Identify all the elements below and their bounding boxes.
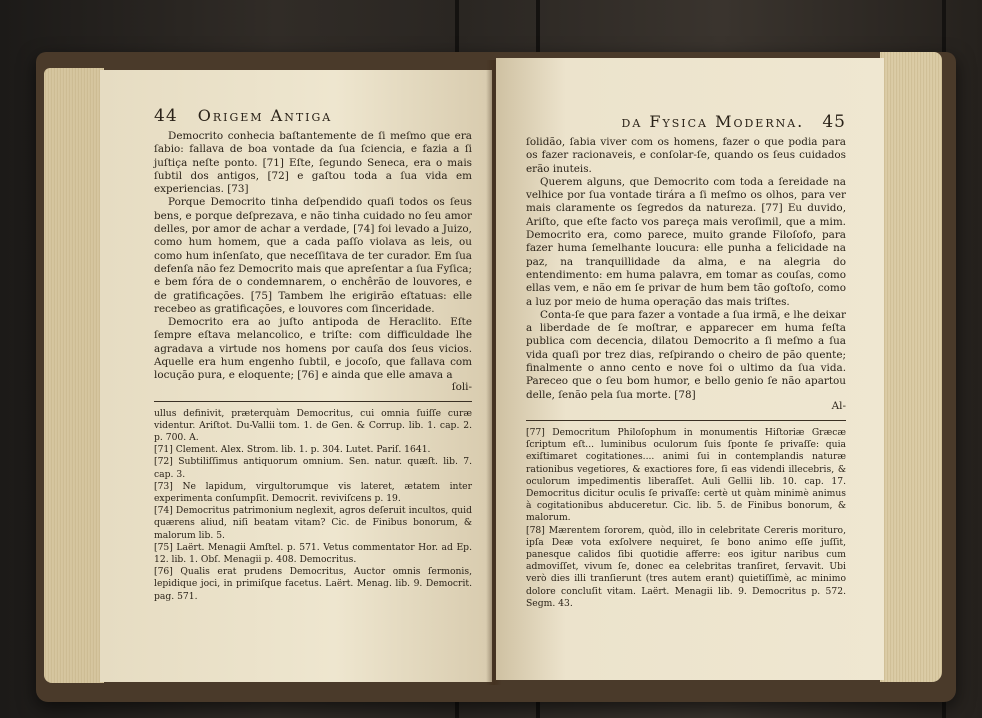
- running-title: Origem Antiga: [197, 106, 333, 125]
- left-body-text: [154, 130, 472, 383]
- footnote: [77] Democritum Philoſophum in monumentis Hiſtoriæ Græcæ ſcriptum eſt... luminibus oculorum ſuis ſponte ſe privaſſe: quia exiſtimaret cogitationes.... animi ſui in contemplandis naturæ rationibus vegetiores, & exactiores fore, ſi eas videndi illecebris, & oculorum impedimentis liberaſſet. Auli Gellii lib. 10. cap. 17. Democritus dicitur oculis ſe privaſſe: certè ut quàm minimè animus à cogitationibus abduceretur. Cic. lib. 5. de Finibus bonorum, & malorum.: [526, 426, 846, 524]
- left-page: [100, 70, 492, 682]
- paragraph: ſolidão, ſabia viver com os homens, fazer o que podia para os fazer racionaveis, e conſolar-ſe, quando os ſeus cuidados erão inuteis.: [526, 136, 846, 175]
- running-title: da Fysica Moderna.: [621, 112, 805, 131]
- catchword: Al-: [831, 399, 846, 412]
- right-running-header: [526, 112, 846, 132]
- left-running-header: [154, 106, 472, 126]
- right-body-text: [526, 136, 846, 402]
- paragraph: Querem alguns, que Democrito com toda a ſereidade na velhice por ſua vontade tirára a ſi meſmo os olhos, para ver mais claramente os ſegredos da natureza. [77] Eu duvido, Ariſto, que eſte facto vos pareça mais veroſimil, que a mim. Democrito era, como parece, muito grande Filoſofo, para fazer huma ſemelhante loucura: elle punha a felicidade na paz, na tranquillidade da alma, e na alegria do entendimento: em huma palavra, em tomar as couſas, como ellas vem, e não em ſe privar de hum bem tão goſtoſo, como a luz por meio de huma operação das mais triſtes.: [526, 175, 846, 308]
- right-footnotes: [526, 427, 846, 610]
- footnote: [73] Ne lapidum, virgultorumque vis lateret, ætatem inter experimenta conſumpſit. Democrit. reviviſcens p. 19.: [154, 480, 472, 505]
- page-edges-right: [880, 52, 942, 682]
- paragraph: Democrito conhecia baſtantemente de ſi meſmo que era ſabio: fallava de boa vontade da ſua ſciencia, e fazia a ſi juſtiça neſte ponto. [71] Eſte, ſegundo Seneca, era o mais ſubtil dos antigos, [72] e gaſtou toda a ſua vida em experiencias. [73]: [154, 130, 472, 196]
- footnote: [76] Qualis erat prudens Democritus, Auctor omnis ſermonis, lepidique joci, in primiſque facetus. Laërt. Menag. lib. 9. Democrit. pag. 571.: [154, 566, 472, 602]
- catchword: ſoli-: [451, 380, 472, 393]
- page-number: 44: [154, 106, 178, 126]
- paragraph: Conta-ſe que para fazer a vontade a ſua irmã, e lhe deixar a liberdade de ſe moſtrar, e apparecer em huma feſta publica com decencia, dilatou Democrito a ſi meſmo a ſua vida quaſi por trez dias, reſpirando o cheiro de pão quente; finalmente o anno cento e nove foi o ultimo da ſua vida. Pareceo que o ſeu bom humor, e bello genio ſe não apartou delle, ſenão pela ſua morte. [78]: [526, 308, 846, 401]
- page-edges-left: [44, 68, 104, 683]
- footnote: [78] Mærentem ſororem, quòd, illo in celebritate Cereris morituro, ipſa Deæ vota exſolvere nequiret, ſe bono animo eſſe juſſit, panesque calidos ſibi quotidie afferre: eos igitur naribus cum admoviſſet, vivum ſe, donec ea celebritas tranſiret, ſervavit. Ubi verò dies illi tranſierunt (tres autem erant) quietiſſimè, ac minimo dolore concluſit vitam. Laërt. Menagii lib. 9. Democritus p. 572. Segm. 43.: [526, 524, 846, 609]
- footnote: [72] Subtiliſſimus antiquorum omnium. Sen. natur. quæſt. lib. 7. cap. 3.: [154, 456, 472, 480]
- footnote: [75] Laërt. Menagii Amſtel. p. 571. Vetus commentator Hor. ad Ep. 12. lib. 1. Obſ. Menagii p. 408. Democritus.: [154, 541, 472, 566]
- left-footnotes: [154, 408, 472, 603]
- paragraph: Porque Democrito tinha deſpendido quaſi todos os ſeus bens, e porque deſprezava, e não tinha cuidado no ſeu amor delles, por amor de achar a verdade, [74] foi levado a Juizo, como hum homem, que a cada paſſo violava as leis, ou como hum inſenſato, que neceſſitava de ter curador. Em ſua defenſa não fez Democrito mais que apreſentar a ſua Fyſica; e bem fóra de o condemnarem, o enchêrão de louvores, e de gratificações. [75] Tambem lhe erigirão eſtatuas: elle recebeo as gratificações, e louvores com ſinceridade.: [154, 196, 472, 315]
- right-page-content: [526, 112, 846, 610]
- left-page-content: [154, 106, 472, 603]
- footnote: ullus definivit, præterquàm Democritus, cui omnia ſuiſſe curæ videntur. Ariſtot. Du-Vallii tom. 1. de Gen. & Corrup. lib. 1. cap. 2. p. 700. A.: [154, 407, 472, 444]
- footnote: [74] Democritus patrimonium neglexit, agros deſeruit incultos, quid quærens aliud, niſi beatam vitam? Cic. de Finibus bonorum, & malorum lib. 5.: [154, 505, 472, 541]
- page-number: 45: [822, 112, 846, 132]
- footnote: [71] Clement. Alex. Strom. lib. 1. p. 304. Lutet. Pariſ. 1641.: [154, 444, 431, 456]
- footnote-rule: [154, 401, 472, 402]
- paragraph: Democrito era ao juſto antipoda de Heraclito. Eſte ſempre eſtava melancolico, e triſte: com difficuldade lhe agradava a virtude nos homens por cauſa dos ſeus vicios. Aquelle era hum engenho ſubtil, e jocoſo, que fallava com locução pura, e eloquente; [76] e ainda que elle amava a: [154, 316, 472, 382]
- right-page: [496, 58, 884, 680]
- footnote-rule: [526, 420, 846, 421]
